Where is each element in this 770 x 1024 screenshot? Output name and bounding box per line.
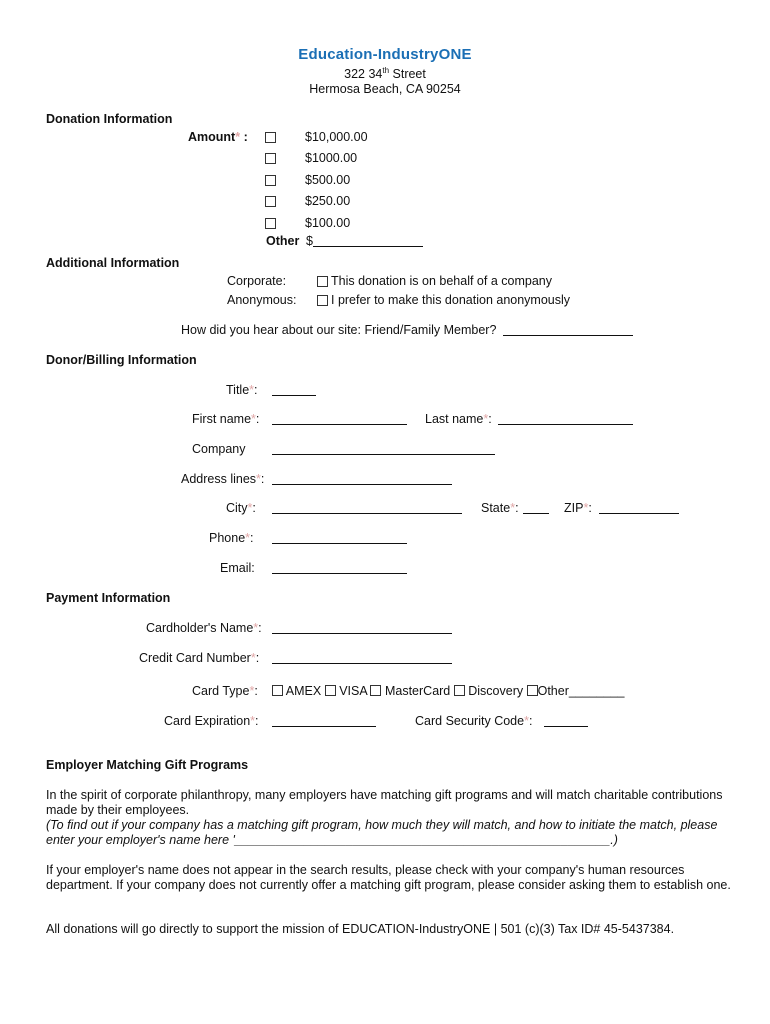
- donation-heading: Donation Information: [46, 112, 173, 126]
- state-label-text: State: [481, 501, 511, 515]
- first-name-label-text: First name: [192, 412, 252, 426]
- cardholder-label-text: Cardholder's Name: [146, 621, 254, 635]
- card-security-label: Card Security Code*:: [415, 714, 533, 728]
- employer-not-found-paragraph: If your employer's name does not appear in the search results, please check with your company's human resources department. If your company does not currently offer a matching gift program, please consider asking them to establish one.: [46, 863, 731, 892]
- phone-field[interactable]: [272, 531, 407, 544]
- referral-question: How did you hear about our site: Friend/Family Member?: [181, 323, 497, 337]
- anonymous-label: Anonymous:: [227, 293, 297, 307]
- referral-field[interactable]: [503, 323, 633, 336]
- required-asterisk: *: [249, 383, 255, 397]
- mastercard-checkbox[interactable]: [370, 685, 381, 696]
- amount-10000-checkbox[interactable]: [265, 132, 276, 143]
- discovery-label: Discovery: [468, 684, 524, 698]
- cardholder-label: Cardholder's Name*:: [146, 621, 262, 635]
- mission-statement: All donations will go directly to support the mission of EDUCATION-IndustryONE | 501 (c)(3) Tax ID# 45-5437384.: [46, 922, 675, 936]
- zip-label: ZIP*:: [564, 501, 592, 515]
- card-number-label-text: Credit Card Number: [139, 651, 251, 665]
- required-asterisk: *: [235, 130, 241, 144]
- logo-part-one: ONE: [438, 46, 472, 63]
- visa-checkbox[interactable]: [325, 685, 336, 696]
- company-label: Company: [192, 442, 246, 456]
- card-security-field[interactable]: [544, 714, 588, 727]
- other-card-checkbox[interactable]: [527, 685, 538, 696]
- required-asterisk: *: [256, 472, 261, 486]
- required-asterisk: *: [583, 501, 589, 515]
- required-asterisk: *: [250, 651, 256, 665]
- last-name-field[interactable]: [498, 412, 633, 425]
- employer-heading: Employer Matching Gift Programs: [46, 758, 249, 772]
- required-asterisk: *: [249, 684, 255, 698]
- amount-option-100: $100.00: [305, 216, 351, 230]
- phone-label: Phone*:: [209, 531, 254, 545]
- card-security-label-text: Card Security Code: [415, 714, 525, 728]
- required-asterisk: *: [483, 412, 489, 426]
- zip-label-text: ZIP: [564, 501, 584, 515]
- address-street-name: Street: [389, 67, 426, 82]
- required-asterisk: *: [510, 501, 516, 515]
- card-type-label: Card Type*:: [192, 684, 258, 698]
- amount-option-500: $500.00: [305, 173, 351, 187]
- anonymous-checkbox[interactable]: [317, 295, 328, 306]
- title-label: Title*:: [226, 383, 258, 397]
- card-expiration-label: Card Expiration*:: [164, 714, 259, 728]
- payment-heading: Payment Information: [46, 591, 171, 605]
- logo-part-industry: Industry: [377, 46, 439, 63]
- corporate-label: Corporate:: [227, 274, 287, 288]
- address-line-2: Hermosa Beach, CA 90254: [309, 82, 461, 96]
- amex-checkbox[interactable]: [272, 685, 283, 696]
- city-field[interactable]: [272, 501, 462, 514]
- address-street-number: 322 34: [344, 67, 383, 82]
- card-number-field[interactable]: [272, 651, 452, 664]
- corporate-option-text: This donation is on behalf of a company: [331, 274, 552, 288]
- other-amount-line: [313, 234, 423, 247]
- card-expiration-label-text: Card Expiration: [164, 714, 251, 728]
- other-amount-field[interactable]: [306, 234, 423, 248]
- org-logo: [0, 46, 770, 63]
- title-field[interactable]: [272, 383, 316, 396]
- amount-option-1000: $1000.00: [305, 151, 358, 165]
- card-number-label: Credit Card Number*:: [139, 651, 260, 665]
- address-superscript: th: [382, 66, 390, 75]
- mastercard-label: MasterCard: [384, 684, 451, 698]
- required-asterisk: *: [247, 501, 253, 515]
- title-label-text: Title: [226, 383, 250, 397]
- city-label-text: City: [226, 501, 248, 515]
- employer-intro-paragraph: In the spirit of corporate philanthropy, many employers have matching gift programs and will match charitable contributions made by their employees.: [46, 788, 723, 817]
- state-field[interactable]: [523, 501, 549, 514]
- address-label: Address lines*:: [181, 472, 265, 486]
- amount-label: [188, 130, 248, 144]
- amount-label-text: Amount: [188, 130, 236, 144]
- address-label-text: Address lines: [181, 472, 257, 486]
- required-asterisk: *: [251, 412, 256, 426]
- card-type-options: [272, 684, 624, 698]
- phone-label-text: Phone: [209, 531, 246, 545]
- email-label: Email:: [220, 561, 255, 575]
- city-label: City*:: [226, 501, 256, 515]
- email-field[interactable]: [272, 561, 407, 574]
- donor-heading: Donor/Billing Information: [46, 353, 197, 367]
- amount-250-checkbox[interactable]: [265, 196, 276, 207]
- last-name-label: Last name*:: [425, 412, 492, 426]
- state-label: State*:: [481, 501, 519, 515]
- corporate-checkbox[interactable]: [317, 276, 328, 287]
- required-asterisk: *: [250, 714, 256, 728]
- amount-1000-checkbox[interactable]: [265, 153, 276, 164]
- address-field[interactable]: [272, 472, 452, 485]
- other-card-label: Other________: [537, 684, 625, 698]
- logo-dash: -: [372, 46, 378, 63]
- last-name-label-text: Last name: [425, 412, 484, 426]
- address-line-1: [0, 66, 770, 81]
- company-field[interactable]: [272, 442, 495, 455]
- amex-label: AMEX: [285, 684, 322, 698]
- anonymous-option-text: I prefer to make this donation anonymously: [331, 293, 571, 307]
- cardholder-field[interactable]: [272, 621, 452, 634]
- amount-500-checkbox[interactable]: [265, 175, 276, 186]
- zip-field[interactable]: [599, 501, 679, 514]
- additional-heading: Additional Information: [46, 256, 180, 270]
- other-amount-currency: $: [306, 234, 313, 248]
- required-asterisk: *: [253, 621, 259, 635]
- required-asterisk: *: [524, 714, 529, 728]
- first-name-field[interactable]: [272, 412, 407, 425]
- amount-option-10000: $10,000.00: [305, 130, 368, 144]
- amount-100-checkbox[interactable]: [265, 218, 276, 229]
- discovery-checkbox[interactable]: [454, 685, 465, 696]
- card-type-label-text: Card Type: [192, 684, 250, 698]
- required-asterisk: *: [245, 531, 251, 545]
- visa-label: VISA: [339, 684, 367, 698]
- amount-colon: :: [243, 130, 248, 144]
- other-amount-label: Other: [266, 234, 300, 248]
- first-name-label: First name*:: [192, 412, 260, 426]
- amount-option-250: $250.00: [305, 194, 351, 208]
- card-expiration-field[interactable]: [272, 714, 376, 727]
- logo-part-education: Education: [298, 46, 373, 63]
- employer-instructions-paragraph: (To find out if your company has a matching gift program, how much they will match, and how to initiate the match, please enter your employer's name here '______________________________________________________.): [46, 818, 718, 847]
